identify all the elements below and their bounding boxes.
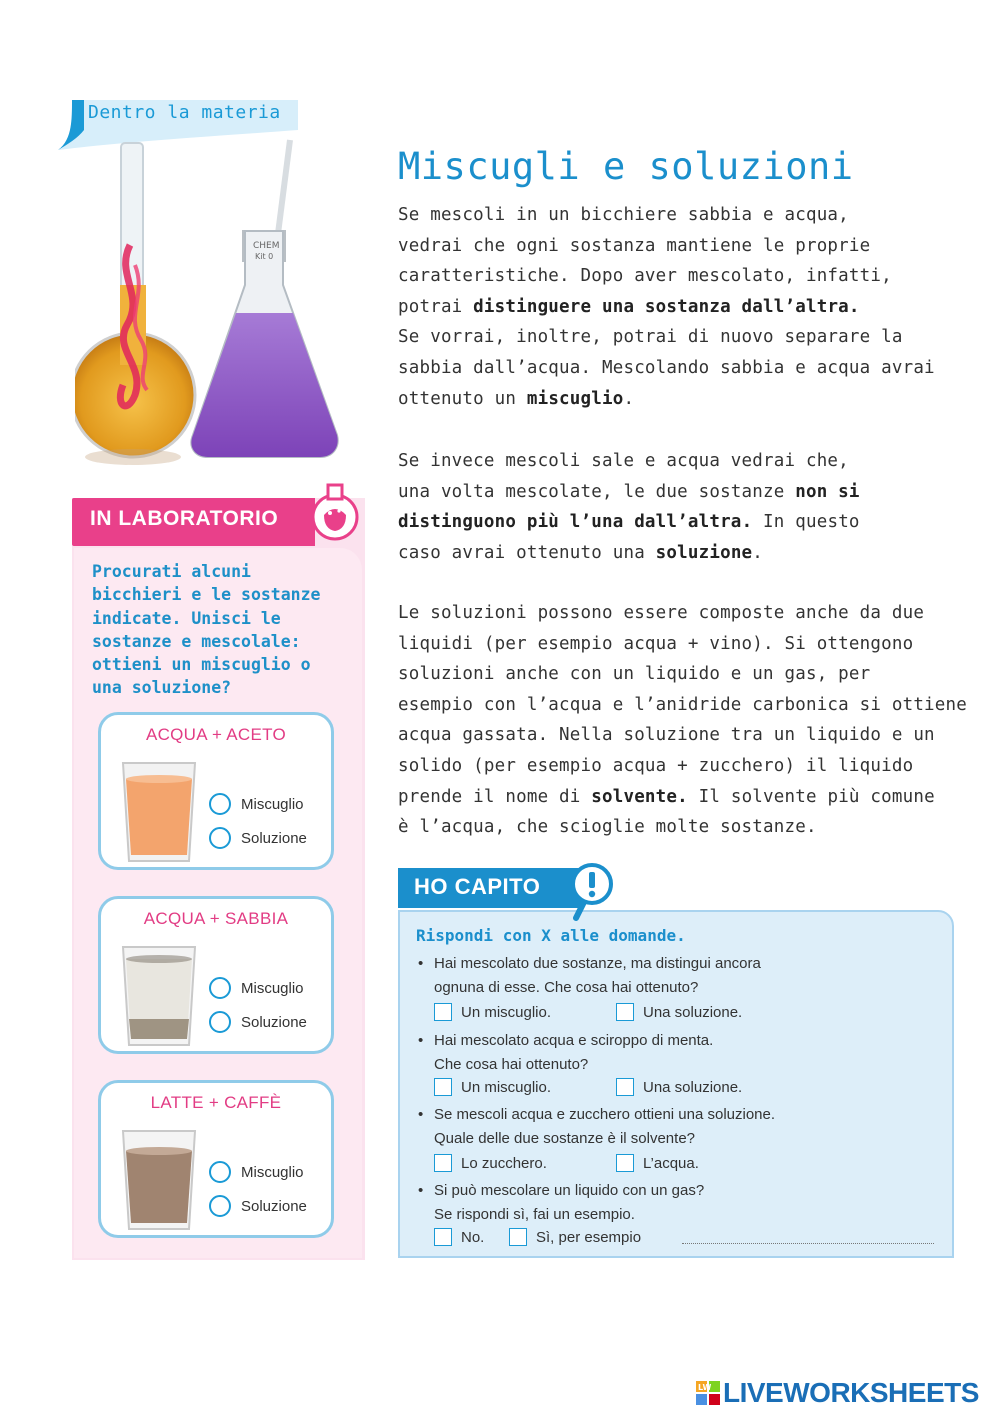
bullet-icon: • [418,955,424,972]
lab-intro [92,560,354,700]
flask-icon [310,483,360,541]
text-line: esempio con l’acqua e l’anidride carbonica si ottiene [398,694,968,715]
option-soluzione[interactable]: Soluzione [209,825,307,851]
text-line: potrai distinguere una sostanza dall’altra. [398,296,860,317]
text-line: caratteristiche. Dopo aver mescolato, infatti, [398,266,892,287]
radio-circle-icon[interactable] [209,1195,231,1217]
option-soluzione[interactable]: Soluzione [209,1009,307,1035]
bold-term: soluzione [655,542,753,563]
quiz-question-2: • Hai mescolato acqua e sciroppo di menta. Che cosa hai ottenuto? [418,1029,938,1077]
radio-circle-icon[interactable] [209,1011,231,1033]
text-line: caso avrai ottenuto una soluzione. [398,542,764,563]
quiz-instruction: Rispondi con X alle domande. [416,926,686,945]
text-line: ottenuto un miscuglio. [398,388,635,409]
text-line: bicchieri e le sostanze [92,585,321,605]
bold-term: distinguono più l’una dall’altra [398,512,742,533]
checkbox-icon[interactable] [434,1078,452,1096]
lab-card-acqua-aceto [98,712,334,870]
text-line: Se invece mescoli sale e acqua vedrai che, [398,451,849,471]
option-miscuglio[interactable]: Miscuglio [209,791,304,817]
text-line: Se vorrai, inoltre, potrai di nuovo separare la [398,327,903,348]
watermark-text: LIVEWORKSHEETS [723,1377,979,1408]
radio-circle-icon[interactable] [209,1161,231,1183]
answer-write-line[interactable] [682,1233,934,1244]
answer-checkbox[interactable]: Una soluzione. [616,1076,742,1098]
quiz-heading: HO CAPITO [414,874,541,899]
flask-label-2: Kit 0 [255,252,274,261]
paragraph-1 [398,200,968,414]
magnifier-exclamation-icon [562,862,614,922]
text-line: Se mescoli in un bicchiere sabbia e acqua, [398,205,849,225]
liveworksheets-logo-icon [696,1381,720,1405]
radio-circle-icon[interactable] [209,827,231,849]
text-line: una volta mescolate, le due sostanze non si [398,481,860,502]
text-line: sabbia dall’acqua. Mescolando sabbia e acqua avrai [398,357,935,378]
lab-card-acqua-sabbia [98,896,334,1054]
quiz-question-4: • Si può mescolare un liquido con un gas? Se rispondi sì, fai un esempio. [418,1179,938,1227]
answer-checkbox[interactable]: Un miscuglio. [434,1001,551,1023]
text-line: è l’acqua, che scioglie molte sostanze. [398,817,817,838]
glass-aceto-image [119,757,199,867]
text-line: Le soluzioni possono essere composte anche da due [398,603,925,623]
page-title: Miscugli e soluzioni [398,145,854,188]
bold-term: non si [795,481,860,502]
checkbox-icon[interactable] [434,1154,452,1172]
lab-heading: IN LABORATORIO [90,507,279,530]
answer-checkbox[interactable]: Un miscuglio. [434,1076,551,1098]
checkbox-icon[interactable] [434,1003,452,1021]
text-line: distinguono più l’una dall’altra. In questo [398,512,860,533]
text-line: indicate. Unisci le [92,608,281,628]
checkbox-icon[interactable] [616,1003,634,1021]
quiz-heading-bar [398,868,583,908]
quiz-question-3: • Se mescoli acqua e zucchero ottieni una soluzione. Quale delle due sostanze è il solvente? [418,1103,938,1151]
card-title: ACQUA + SABBIA [143,909,289,928]
text-line: Procurati alcuni [92,562,251,581]
checkbox-icon[interactable] [509,1228,527,1246]
lab-card-latte-caffe [98,1080,334,1238]
liveworksheets-watermark [696,1376,979,1410]
glass-sabbia-image [119,941,199,1051]
logo-letters: LW [698,1383,712,1392]
bold-term: solvente [591,786,678,807]
text-line: soluzioni anche con un liquido e un gas, per [398,664,871,685]
bullet-icon: • [418,1106,424,1123]
option-miscuglio[interactable]: Miscuglio [209,975,304,1001]
bold-term: miscuglio [526,388,624,409]
text-line: una soluzione? [92,678,232,698]
text-line: liquidi (per esempio acqua + vino). Si ottengono [398,633,914,654]
answer-checkbox[interactable]: Lo zucchero. [434,1152,547,1174]
text-line: prende il nome di solvente. Il solvente più comune [398,786,935,807]
text-line: solido (per esempio acqua + zucchero) il liquido [398,755,914,776]
section-tab-label: Dentro la materia [88,102,281,123]
lab-heading-bar [72,498,315,546]
bullet-icon: • [418,1032,424,1049]
paragraph-2 [398,446,968,568]
glass-latte-caffe-image [119,1125,199,1235]
checkbox-icon[interactable] [616,1078,634,1096]
card-title: ACQUA + ACETO [145,725,287,744]
checkbox-icon[interactable] [616,1154,634,1172]
bullet-icon: • [418,1182,424,1199]
option-soluzione[interactable]: Soluzione [209,1193,307,1219]
flask-label-1: CHEM [253,241,280,251]
card-title: LATTE + CAFFÈ [150,1093,282,1112]
text-line: sostanze e mescolale: [92,631,301,651]
answer-checkbox[interactable]: Sì, per esempio [509,1226,641,1248]
text-line: vedrai che ogni sostanza mantiene le proprie [398,235,871,256]
answer-checkbox[interactable]: No. [434,1226,484,1248]
quiz-question-1: • Hai mescolato due sostanze, ma distingui ancora ognuna di esse. Che cosa hai ottenuto? [418,952,938,1000]
answer-checkbox[interactable]: L’acqua. [616,1152,699,1174]
text-line: ottieni un miscuglio o [92,655,311,675]
option-miscuglio[interactable]: Miscuglio [209,1159,304,1185]
checkbox-icon[interactable] [434,1228,452,1246]
answer-checkbox[interactable]: Una soluzione. [616,1001,742,1023]
flasks-photo [75,135,360,475]
paragraph-3 [398,598,968,843]
text-line: acqua gassata. Nella soluzione tra un liquido e un [398,725,935,746]
bold-term: distinguere una sostanza dall’altra [473,296,849,317]
radio-circle-icon[interactable] [209,793,231,815]
radio-circle-icon[interactable] [209,977,231,999]
